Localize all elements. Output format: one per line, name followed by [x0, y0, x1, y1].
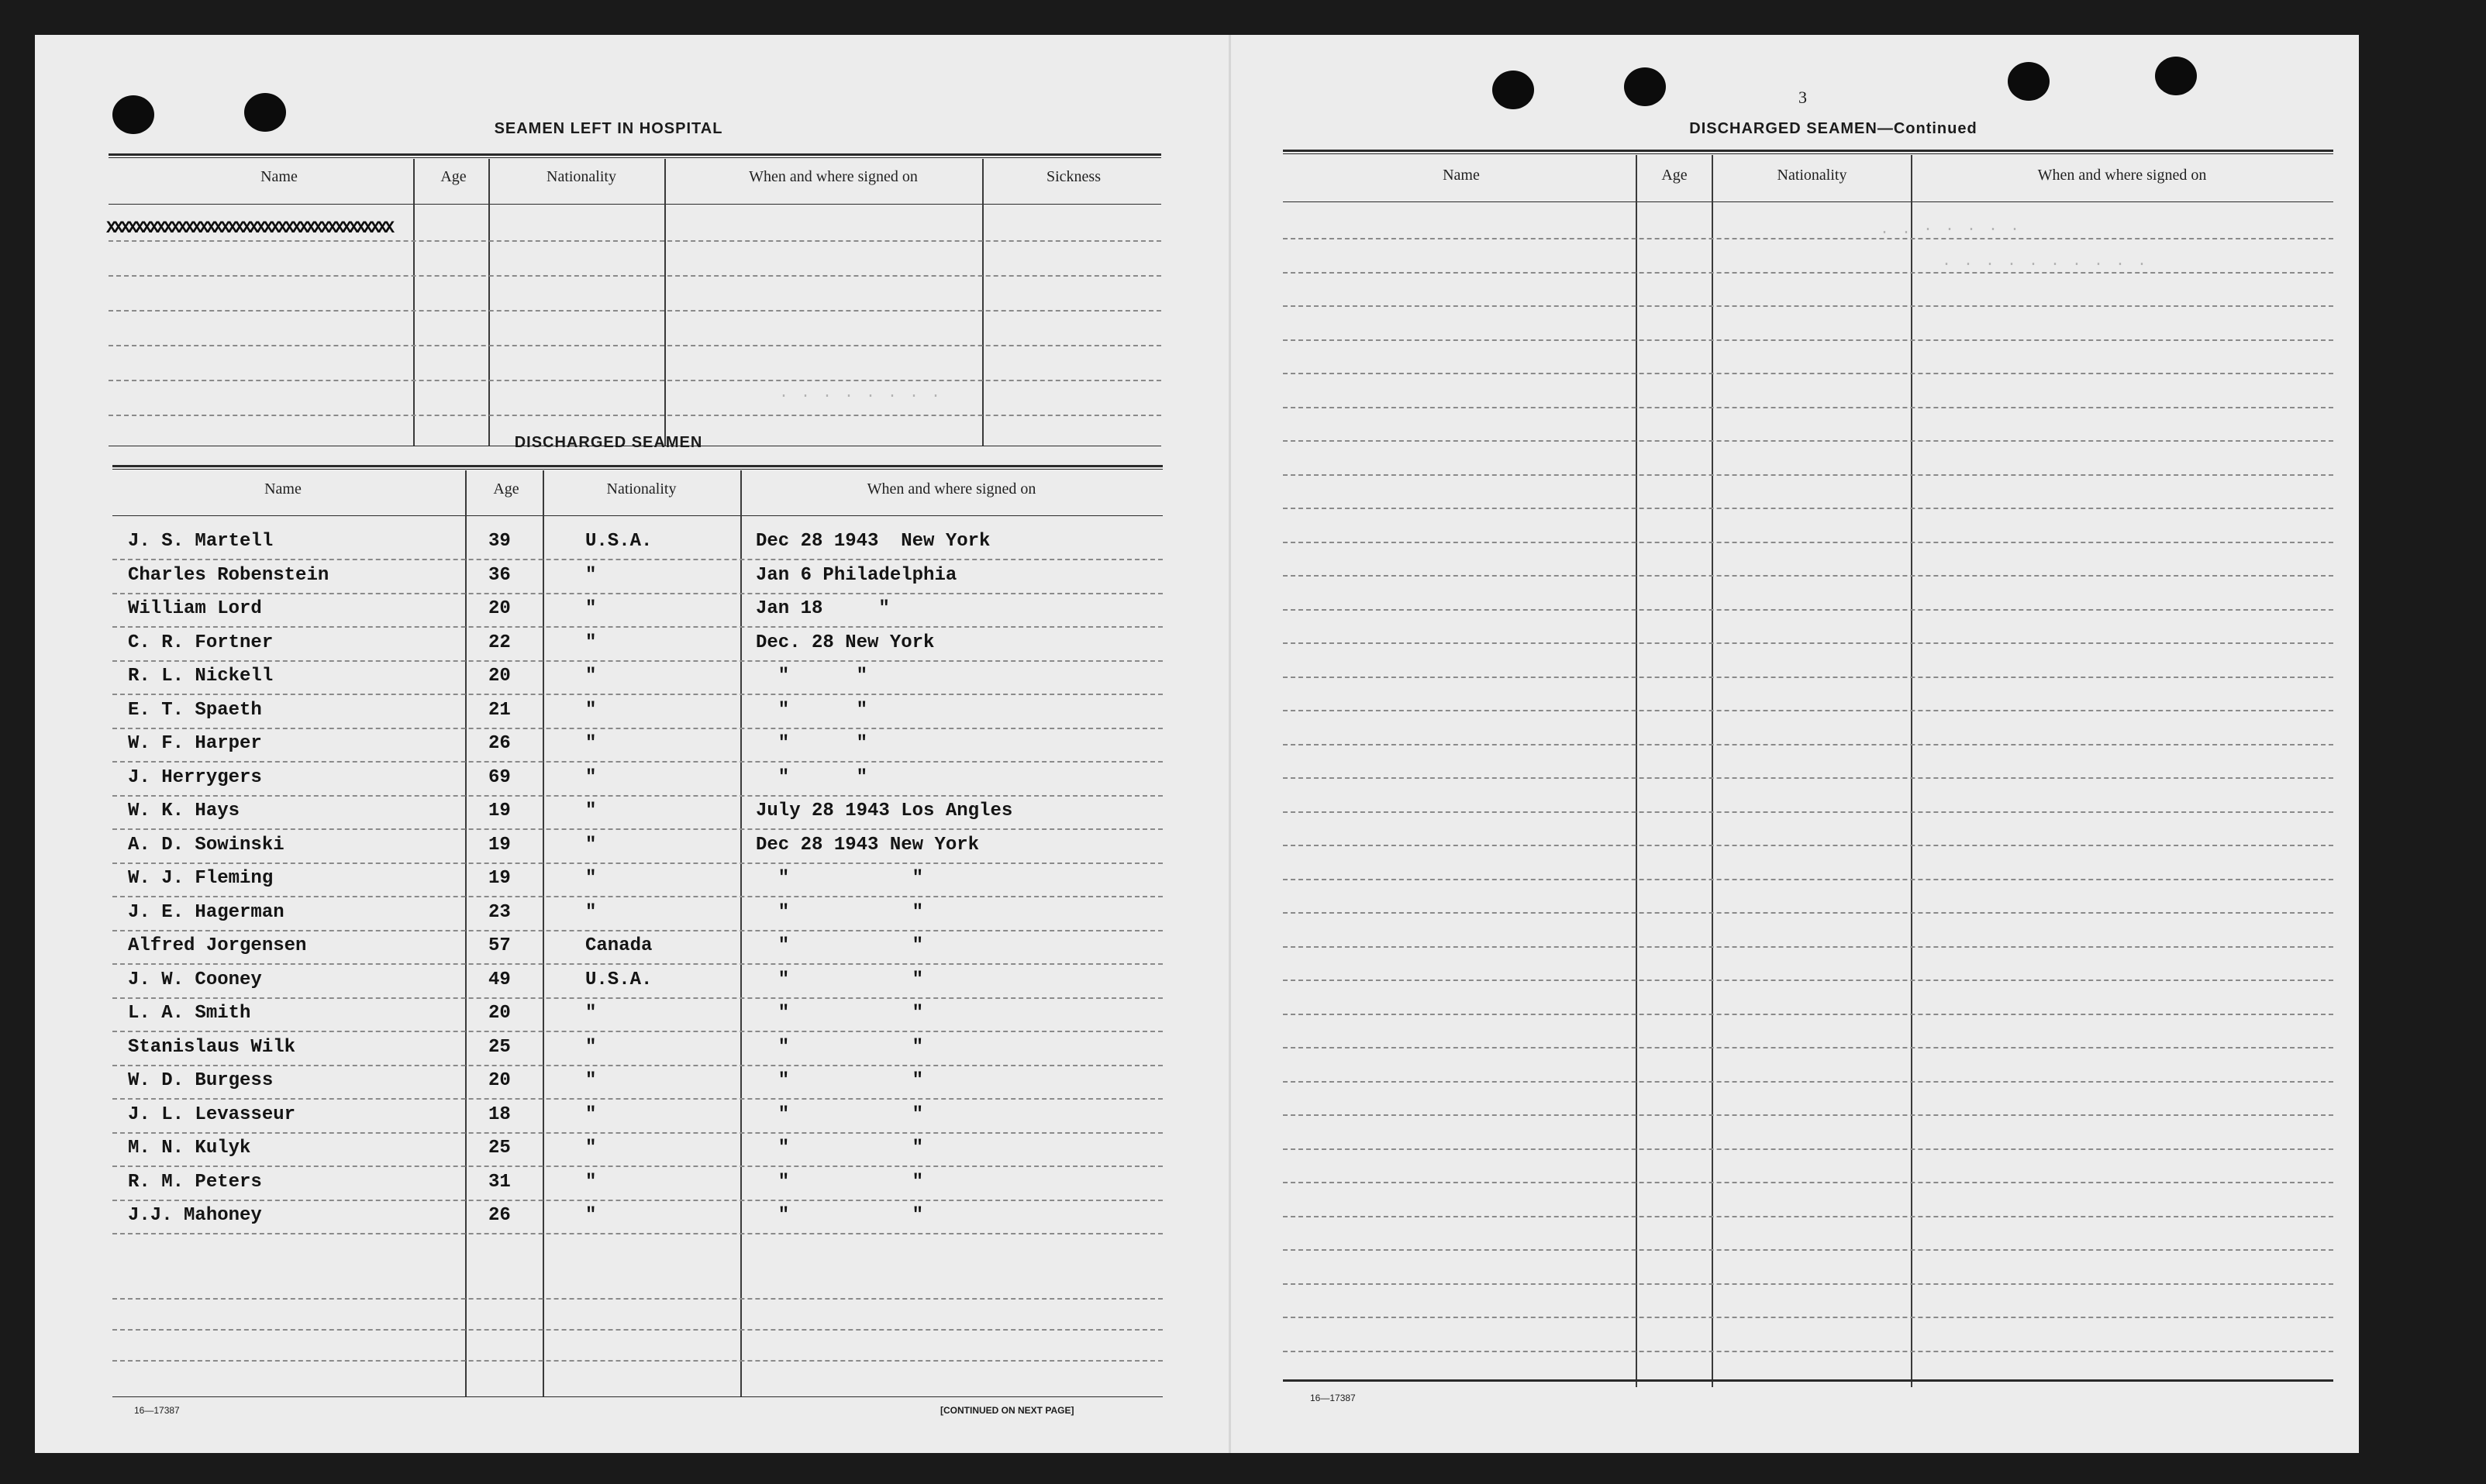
seaman-age: 20 — [488, 598, 511, 619]
seaman-name: W. J. Fleming — [128, 868, 274, 889]
seaman-name: J. S. Martell — [128, 531, 274, 552]
seaman-signed-on: Jan 18 " — [756, 598, 890, 619]
discharged-col-signed-on: When and where signed on — [867, 480, 1036, 498]
continued-note: [CONTINUED ON NEXT PAGE] — [940, 1405, 1074, 1416]
punch-hole — [112, 95, 154, 134]
discharged-row-line — [112, 963, 1163, 965]
seaman-age: 23 — [488, 901, 511, 923]
hospital-top-rule-2 — [109, 157, 1161, 158]
seaman-signed-on: " " — [756, 1205, 924, 1226]
hospital-divider — [664, 159, 666, 446]
seaman-nationality: " — [585, 766, 597, 788]
seaman-age: 18 — [488, 1104, 511, 1125]
seaman-signed-on: " " — [756, 1036, 924, 1058]
seaman-nationality: " — [585, 901, 597, 923]
seaman-signed-on: " " — [756, 699, 868, 721]
seaman-age: 26 — [488, 1205, 511, 1226]
seaman-nationality: " — [585, 1003, 597, 1024]
hospital-col-sickness: Sickness — [1046, 168, 1101, 185]
seaman-nationality: " — [585, 1104, 597, 1125]
seaman-age: 36 — [488, 564, 511, 586]
discharged-row-line — [112, 694, 1163, 695]
seaman-nationality: " — [585, 733, 597, 754]
right-row-line — [1283, 1283, 2333, 1285]
discharged-row-line — [112, 997, 1163, 999]
seaman-signed-on: " " — [756, 1104, 924, 1125]
seaman-nationality: " — [585, 1138, 597, 1159]
right-row-line — [1283, 1114, 2333, 1116]
seaman-name: R. L. Nickell — [128, 666, 274, 687]
discharged-bottom-rule — [112, 1396, 1163, 1397]
seaman-nationality: " — [585, 699, 597, 721]
hospital-row-line — [109, 240, 1161, 242]
right-row-line — [1283, 373, 2333, 374]
seaman-signed-on: Jan 6 Philadelphia — [756, 564, 957, 586]
seaman-age: 22 — [488, 632, 511, 653]
right-col-age: Age — [1661, 167, 1688, 184]
discharged-top-rule-2 — [112, 469, 1163, 470]
right-bottom-rule — [1283, 1379, 2333, 1382]
hospital-col-name: Name — [260, 168, 298, 185]
seaman-age: 20 — [488, 1070, 511, 1091]
seaman-nationality: " — [585, 801, 597, 821]
seaman-nationality: " — [585, 868, 597, 889]
seaman-age: 25 — [488, 1036, 511, 1058]
page-number: 3 — [1798, 88, 1807, 107]
hospital-top-rule — [109, 153, 1161, 156]
right-top-rule — [1283, 150, 2333, 152]
right-row-line — [1283, 811, 2333, 813]
discharged-row-line — [112, 896, 1163, 897]
hospital-col-signed-on: When and where signed on — [749, 168, 918, 185]
seaman-name: M. N. Kulyk — [128, 1138, 251, 1159]
discharged-col-name: Name — [264, 480, 302, 498]
right-row-line — [1283, 474, 2333, 476]
seaman-age: 19 — [488, 868, 511, 889]
discharged-row-line — [112, 1166, 1163, 1167]
seaman-signed-on: " " — [756, 733, 868, 754]
right-row-line — [1283, 1014, 2333, 1015]
seaman-name: J. Herrygers — [128, 766, 262, 788]
seaman-signed-on: " " — [756, 868, 924, 889]
seaman-age: 25 — [488, 1138, 511, 1159]
seaman-nationality: U.S.A. — [585, 969, 653, 990]
seaman-nationality: " — [585, 1205, 597, 1226]
discharged-row-line — [112, 559, 1163, 560]
discharged-row-line — [112, 593, 1163, 594]
continued-section-title: DISCHARGED SEAMEN—Continued — [1689, 120, 1977, 137]
seaman-name: Charles Robenstein — [128, 564, 329, 586]
discharged-header-rule — [112, 515, 1163, 516]
right-row-line — [1283, 1317, 2333, 1318]
seaman-nationality: U.S.A. — [585, 531, 653, 552]
seaman-signed-on: " " — [756, 1003, 924, 1024]
seaman-name: A. D. Sowinski — [128, 834, 284, 856]
discharged-col-nationality: Nationality — [606, 480, 677, 498]
right-row-line — [1283, 305, 2333, 307]
hospital-section-title: SEAMEN LEFT IN HOSPITAL — [494, 120, 723, 137]
hospital-divider — [488, 159, 490, 446]
right-row-line — [1283, 1148, 2333, 1150]
right-row-line — [1283, 1081, 2333, 1083]
seaman-signed-on: " " — [756, 901, 924, 923]
hospital-row-line — [109, 380, 1161, 381]
right-header-rule — [1283, 201, 2333, 202]
right-row-line — [1283, 272, 2333, 274]
right-row-line — [1283, 677, 2333, 678]
hospital-row-line — [109, 415, 1161, 416]
discharged-row-line — [112, 761, 1163, 763]
seaman-name: L. A. Smith — [128, 1003, 251, 1024]
seaman-age: 20 — [488, 1003, 511, 1024]
hospital-struck-entry: XXXXXXXXXXXXXXXXXXXXXXXXXXXXXXXXXXXXXXXX — [106, 219, 392, 238]
punch-hole — [1492, 71, 1534, 109]
right-row-line — [1283, 575, 2333, 577]
seaman-nationality: " — [585, 1036, 597, 1058]
seaman-age: 31 — [488, 1171, 511, 1193]
hospital-row-line — [109, 310, 1161, 312]
right-row-line — [1283, 542, 2333, 543]
discharged-row-line — [112, 1132, 1163, 1134]
seaman-name: C. R. Fortner — [128, 632, 274, 653]
discharged-row-line — [112, 1360, 1163, 1362]
discharged-row-line — [112, 1031, 1163, 1032]
hospital-col-age: Age — [440, 168, 467, 185]
seaman-signed-on: " " — [756, 666, 868, 687]
right-row-line — [1283, 1182, 2333, 1183]
right-row-line — [1283, 440, 2333, 442]
discharged-row-line — [112, 728, 1163, 729]
discharged-row-line — [112, 930, 1163, 931]
discharged-row-line — [112, 1200, 1163, 1201]
hospital-divider — [413, 159, 415, 446]
seaman-signed-on: " " — [756, 1138, 924, 1159]
seaman-signed-on: " " — [756, 1070, 924, 1091]
seaman-name: E. T. Spaeth — [128, 699, 262, 721]
right-row-line — [1283, 879, 2333, 880]
right-row-line — [1283, 980, 2333, 981]
discharged-row-line — [112, 1065, 1163, 1066]
right-row-line — [1283, 744, 2333, 745]
right-row-line — [1283, 1216, 2333, 1217]
seaman-name: J. E. Hagerman — [128, 901, 284, 923]
hospital-row-line — [109, 345, 1161, 346]
seaman-nationality: " — [585, 1171, 597, 1193]
right-row-line — [1283, 777, 2333, 779]
discharged-row-line — [112, 795, 1163, 797]
seaman-nationality: " — [585, 666, 597, 687]
seaman-nationality: " — [585, 598, 597, 619]
seaman-nationality: Canada — [585, 935, 653, 956]
right-row-line — [1283, 508, 2333, 509]
discharged-row-line — [112, 1298, 1163, 1300]
form-number-right: 16—17387 — [1310, 1393, 1356, 1403]
discharged-row-line — [112, 1233, 1163, 1234]
seaman-name: W. D. Burgess — [128, 1070, 274, 1091]
right-row-line — [1283, 710, 2333, 711]
discharged-row-line — [112, 828, 1163, 830]
discharged-row-line — [112, 626, 1163, 628]
punch-hole — [2155, 57, 2197, 95]
punch-hole — [1624, 67, 1666, 106]
seaman-nationality: " — [585, 834, 597, 856]
seaman-signed-on: Dec 28 1943 New York — [756, 531, 991, 552]
seaman-age: 19 — [488, 801, 511, 821]
seaman-age: 57 — [488, 935, 511, 956]
ghost-text: · · · · · · · · — [779, 387, 943, 405]
seaman-name: J.J. Mahoney — [128, 1205, 262, 1226]
right-row-line — [1283, 642, 2333, 644]
seaman-nationality: " — [585, 632, 597, 653]
discharged-top-rule — [112, 465, 1163, 467]
seaman-signed-on: " " — [756, 935, 924, 956]
seaman-nationality: " — [585, 564, 597, 586]
discharged-row-line — [112, 1098, 1163, 1100]
seaman-age: 20 — [488, 666, 511, 687]
ghost-text: . . · · · · · — [1880, 221, 2022, 239]
hospital-col-nationality: Nationality — [547, 168, 616, 185]
discharged-divider — [543, 470, 544, 1396]
hospital-divider — [982, 159, 984, 446]
document-sheet — [35, 35, 2359, 1453]
seaman-name: Alfred Jorgensen — [128, 935, 307, 956]
discharged-divider — [465, 470, 467, 1396]
seaman-signed-on: Dec 28 1943 New York — [756, 834, 980, 856]
seaman-age: 19 — [488, 834, 511, 856]
page-fold — [1229, 35, 1231, 1453]
ghost-text: · · · · · · · · · · — [1942, 256, 2149, 274]
discharged-row-line — [112, 863, 1163, 864]
seaman-name: William Lord — [128, 598, 262, 619]
discharged-section-title: DISCHARGED SEAMEN — [514, 434, 703, 451]
right-col-signed-on: When and where signed on — [2037, 167, 2207, 184]
right-row-line — [1283, 407, 2333, 408]
form-number-left: 16—17387 — [134, 1405, 180, 1416]
right-row-line — [1283, 845, 2333, 846]
right-top-rule-2 — [1283, 153, 2333, 154]
seaman-name: W. F. Harper — [128, 733, 262, 754]
seaman-nationality: " — [585, 1070, 597, 1091]
right-row-line — [1283, 1047, 2333, 1048]
seaman-age: 39 — [488, 531, 511, 552]
seaman-age: 69 — [488, 766, 511, 788]
seaman-age: 26 — [488, 733, 511, 754]
seaman-signed-on: " " — [756, 766, 868, 788]
hospital-header-rule — [109, 204, 1161, 205]
seaman-name: J. W. Cooney — [128, 969, 262, 990]
right-row-line — [1283, 946, 2333, 948]
hospital-row-line — [109, 275, 1161, 277]
right-row-line — [1283, 609, 2333, 611]
right-row-line — [1283, 1351, 2333, 1352]
seaman-name: W. K. Hays — [128, 801, 240, 821]
discharged-col-age: Age — [493, 480, 519, 498]
seaman-signed-on: " " — [756, 969, 924, 990]
right-col-nationality: Nationality — [1777, 167, 1847, 184]
right-row-line — [1283, 339, 2333, 341]
seaman-name: J. L. Levasseur — [128, 1104, 296, 1125]
seaman-signed-on: Dec. 28 New York — [756, 632, 935, 653]
seaman-age: 21 — [488, 699, 511, 721]
punch-hole — [244, 93, 286, 132]
right-row-line — [1283, 1249, 2333, 1251]
punch-hole — [2008, 62, 2050, 101]
discharged-row-line — [112, 660, 1163, 662]
seaman-signed-on: " " — [756, 1171, 924, 1193]
right-col-name: Name — [1443, 167, 1480, 184]
right-row-line — [1283, 912, 2333, 914]
seaman-name: R. M. Peters — [128, 1171, 262, 1193]
right-row-line — [1283, 238, 2333, 239]
discharged-row-line — [112, 1329, 1163, 1331]
seaman-signed-on: July 28 1943 Los Angles — [756, 801, 1013, 821]
seaman-age: 49 — [488, 969, 511, 990]
seaman-name: Stanislaus Wilk — [128, 1036, 296, 1058]
discharged-divider — [740, 470, 742, 1396]
